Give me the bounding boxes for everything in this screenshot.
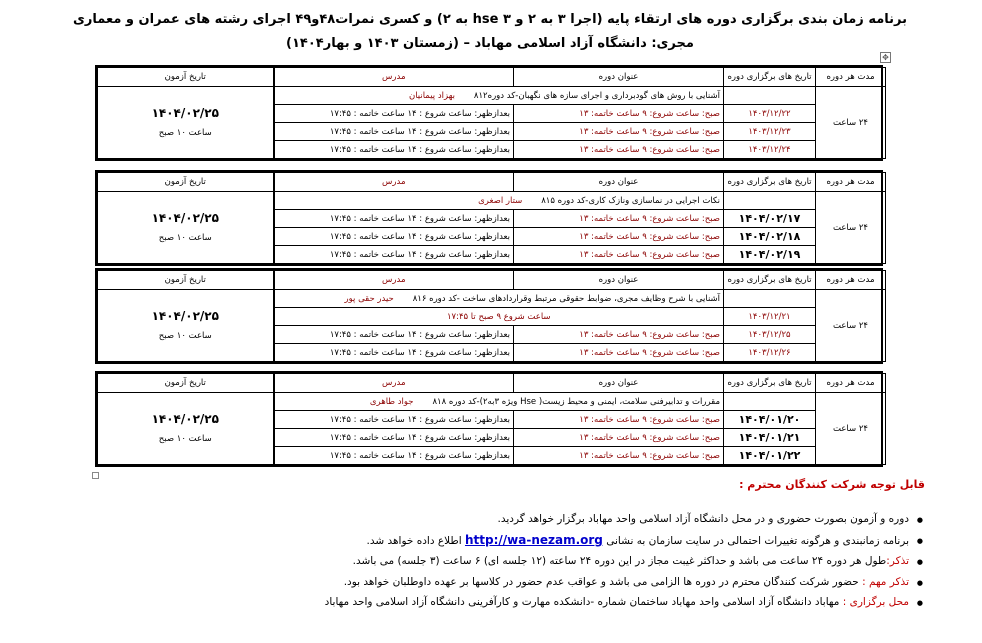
- exam-cell: [98, 192, 274, 264]
- notes-section: [150, 478, 925, 613]
- session-afternoon: بعدازظهر: ساعت شروع : ۱۴ ساعت خاتمه : ۱۷:۴۵: [274, 344, 514, 362]
- exam-cell: [98, 290, 274, 362]
- session-morning: صبح: ساعت شروع: ۹ ساعت خاتمه: ۱۳: [514, 105, 724, 123]
- course-title-cell: [274, 393, 724, 411]
- col-dates-header: تاریخ های برگزاری دوره: [724, 173, 816, 192]
- col-dates-header: تاریخ های برگزاری دوره: [724, 271, 816, 290]
- course-title-row: [98, 192, 886, 210]
- page-subtitle: مجری: دانشگاه آزاد اسلامی مهاباد – (زمستان ۱۴۰۳ و بهار۱۴۰۴): [286, 36, 694, 51]
- note-text: دوره و آزمون بصورت حضوری و در محل دانشگاه آزاد اسلامی واحد مهاباد برگزار خواهد گردید.: [497, 513, 909, 525]
- course-duration: ۲۴ ساعت: [816, 393, 886, 465]
- exam-date: ۱۴۰۴/۰۲/۲۵: [151, 210, 219, 225]
- col-duration-header: مدت هر دوره: [816, 173, 886, 192]
- col-teacher-header: مدرس: [274, 374, 514, 393]
- session-date: ۱۴۰۴/۰۲/۱۸: [724, 228, 816, 246]
- course-duration: ۲۴ ساعت: [816, 290, 886, 362]
- table-resize-handle[interactable]: [92, 472, 99, 479]
- session-morning: صبح: ساعت شروع: ۹ ساعت خاتمه: ۱۳: [514, 344, 724, 362]
- note-text: طول هر دوره ۲۴ ساعت می باشد و حداکثر غیبت مجاز در این دوره ۲۴ ساعته (۱۲ جلسه ای) ۶ ساعت (۳ جلسه) می باشد.: [352, 555, 887, 567]
- session-date: ۱۴۰۴/۰۱/۲۱: [724, 429, 816, 447]
- note-item: [150, 530, 909, 552]
- course-title-row: [98, 393, 886, 411]
- course-title: آشنایی با روش های گودبرداری و اجرای سازه های نگهبان-کد دوره۸۱۲: [473, 90, 720, 101]
- session-morning: صبح: ساعت شروع: ۹ ساعت خاتمه: ۱۳: [514, 429, 724, 447]
- note-text: حضور شرکت کنندگان محترم در دوره ها الزامی می باشد و عواقب عدم حضور در کلاسها بر عهده داوطلبان خواهد بود.: [343, 575, 859, 588]
- note-item: [150, 551, 909, 572]
- col-duration-header: مدت هر دوره: [816, 374, 886, 393]
- header-row: [98, 374, 886, 393]
- session-morning: صبح: ساعت شروع: ۹ ساعت خاتمه: ۱۳: [514, 246, 724, 264]
- note-item: [150, 592, 909, 613]
- header-row: [98, 68, 886, 87]
- note-label: تذکر:: [886, 555, 909, 567]
- session-date: ۱۴۰۳/۱۲/۲۶: [724, 344, 816, 362]
- session-afternoon: بعدازظهر: ساعت شروع : ۱۴ ساعت خاتمه : ۱۷:۴۵: [274, 228, 514, 246]
- schedule-table: [97, 373, 886, 465]
- session-afternoon: بعدازظهر: ساعت شروع : ۱۴ ساعت خاتمه : ۱۷:۴۵: [274, 105, 514, 123]
- course-block: [95, 268, 883, 364]
- course-block: [95, 371, 883, 467]
- col-dates-header: تاریخ های برگزاری دوره: [724, 374, 816, 393]
- session-afternoon: بعدازظهر: ساعت شروع : ۱۴ ساعت خاتمه : ۱۷:۴۵: [274, 123, 514, 141]
- header-row: [98, 271, 886, 290]
- col-duration-header: مدت هر دوره: [816, 68, 886, 87]
- col-course-header: عنوان دوره: [514, 173, 724, 192]
- session-afternoon: بعدازظهر: ساعت شروع : ۱۴ ساعت خاتمه : ۱۷:۴۵: [274, 210, 514, 228]
- date-cell-empty: [724, 393, 816, 411]
- session-morning: صبح: ساعت شروع: ۹ ساعت خاتمه: ۱۳: [514, 326, 724, 344]
- session-date: ۱۴۰۴/۰۲/۱۹: [724, 246, 816, 264]
- notes-list: [150, 509, 925, 613]
- date-cell-empty: [724, 192, 816, 210]
- exam-time: ساعت ۱۰ صبح: [158, 330, 212, 341]
- note-label: تذکر مهم :: [862, 575, 909, 588]
- session-full-day: ساعت شروع ۹ صبح تا ۱۷:۴۵: [274, 308, 724, 326]
- session-afternoon: بعدازظهر: ساعت شروع : ۱۴ ساعت خاتمه : ۱۷:۴۵: [274, 447, 514, 465]
- date-cell-empty: [724, 290, 816, 308]
- schedule-table: [97, 172, 886, 264]
- note-text: اطلاع داده خواهد شد.: [366, 534, 462, 547]
- course-title-row: [98, 290, 886, 308]
- website-link[interactable]: http://wa-nezam.org: [464, 532, 603, 547]
- course-title: نکات اجرایی در نماسازی ونازک کاری-کد دوره ۸۱۵: [541, 195, 720, 206]
- col-course-header: عنوان دوره: [514, 374, 724, 393]
- session-date: ۱۴۰۳/۱۲/۲۳: [724, 123, 816, 141]
- session-date: ۱۴۰۴/۰۱/۲۲: [724, 447, 816, 465]
- exam-time: ساعت ۱۰ صبح: [158, 127, 212, 138]
- teacher-name: بهزاد پیمانیان: [408, 90, 455, 101]
- exam-date: ۱۴۰۴/۰۲/۲۵: [151, 411, 219, 426]
- table-move-handle-icon[interactable]: ✥: [880, 52, 891, 63]
- session-date: ۱۴۰۳/۱۲/۲۴: [724, 141, 816, 159]
- date-cell-empty: [724, 87, 816, 105]
- session-date: ۱۴۰۳/۱۲/۲۱: [724, 308, 816, 326]
- session-date: ۱۴۰۴/۰۲/۱۷: [724, 210, 816, 228]
- session-afternoon: بعدازظهر: ساعت شروع : ۱۴ ساعت خاتمه : ۱۷:۴۵: [274, 326, 514, 344]
- col-course-header: عنوان دوره: [514, 271, 724, 290]
- course-duration: ۲۴ ساعت: [816, 87, 886, 159]
- session-morning: صبح: ساعت شروع: ۹ ساعت خاتمه: ۱۳: [514, 210, 724, 228]
- course-block: [95, 65, 883, 161]
- exam-time: ساعت ۱۰ صبح: [158, 232, 212, 243]
- notes-title: قابل توجه شرکت کنندگان محترم :: [739, 478, 925, 491]
- note-item: [150, 572, 909, 593]
- course-duration: ۲۴ ساعت: [816, 192, 886, 264]
- schedule-table: [97, 67, 886, 159]
- col-course-header: عنوان دوره: [514, 68, 724, 87]
- col-teacher-header: مدرس: [274, 173, 514, 192]
- exam-cell: [98, 393, 274, 465]
- session-morning: صبح: ساعت شروع: ۹ ساعت خاتمه: ۱۳: [514, 447, 724, 465]
- col-duration-header: مدت هر دوره: [816, 271, 886, 290]
- course-title: مقررات و تدابیرفنی سلامت، ایمنی و محیط زیست( Hse ویژه ۳به۲)-کد دوره ۸۱۸: [432, 396, 720, 407]
- teacher-name: ستار اصغری: [478, 195, 523, 206]
- session-date: ۱۴۰۳/۱۲/۲۵: [724, 326, 816, 344]
- session-afternoon: بعدازظهر: ساعت شروع : ۱۴ ساعت خاتمه : ۱۷:۴۵: [274, 246, 514, 264]
- teacher-name: جواد طاهری: [369, 396, 414, 407]
- session-morning: صبح: ساعت شروع: ۹ ساعت خاتمه: ۱۳: [514, 141, 724, 159]
- col-teacher-header: مدرس: [274, 271, 514, 290]
- exam-cell: [98, 87, 274, 159]
- exam-time: ساعت ۱۰ صبح: [158, 433, 212, 444]
- session-morning: صبح: ساعت شروع: ۹ ساعت خاتمه: ۱۳: [514, 123, 724, 141]
- course-title-cell: [274, 290, 724, 308]
- page-title: برنامه زمان بندی برگزاری دوره های ارتقاء پایه (اجرا ۳ به ۲ و hse ۳ به ۲) و کسری نمرات۴۸و۴۹ اجرای رشته های عمران و معماری: [73, 12, 907, 27]
- col-exam-header: تاریخ آزمون: [98, 68, 274, 87]
- session-afternoon: بعدازظهر: ساعت شروع : ۱۴ ساعت خاتمه : ۱۷:۴۵: [274, 411, 514, 429]
- col-exam-header: تاریخ آزمون: [98, 271, 274, 290]
- exam-date: ۱۴۰۴/۰۲/۲۵: [151, 105, 219, 120]
- col-exam-header: تاریخ آزمون: [98, 173, 274, 192]
- col-exam-header: تاریخ آزمون: [98, 374, 274, 393]
- session-morning: صبح: ساعت شروع: ۹ ساعت خاتمه: ۱۳: [514, 228, 724, 246]
- course-title: آشنایی با شرح وظایف مجری، ضوابط حقوقی مرتبط وقراردادهای ساخت -کد دوره ۸۱۶: [412, 293, 720, 304]
- col-dates-header: تاریخ های برگزاری دوره: [724, 68, 816, 87]
- session-afternoon: بعدازظهر: ساعت شروع : ۱۴ ساعت خاتمه : ۱۷:۴۵: [274, 141, 514, 159]
- session-date: ۱۴۰۳/۱۲/۲۲: [724, 105, 816, 123]
- session-date: ۱۴۰۴/۰۱/۲۰: [724, 411, 816, 429]
- course-block: [95, 170, 883, 266]
- teacher-name: حیدر حقی پور: [344, 293, 394, 304]
- session-morning: صبح: ساعت شروع: ۹ ساعت خاتمه: ۱۳: [514, 411, 724, 429]
- note-text: مهاباد دانشگاه آزاد اسلامی واحد مهاباد ساختمان شماره -دانشکده مهارت و کارآفرینی دانشگاه آزاد اسلامی واحد مهاباد: [324, 596, 840, 608]
- course-title-row: [98, 87, 886, 105]
- note-label: محل برگزاری :: [842, 596, 909, 608]
- exam-date: ۱۴۰۴/۰۲/۲۵: [151, 308, 219, 323]
- schedule-table: [97, 270, 886, 362]
- note-item: [150, 509, 909, 530]
- session-afternoon: بعدازظهر: ساعت شروع : ۱۴ ساعت خاتمه : ۱۷:۴۵: [274, 429, 514, 447]
- course-title-cell: [274, 87, 724, 105]
- col-teacher-header: مدرس: [274, 68, 514, 87]
- course-title-cell: [274, 192, 724, 210]
- note-text: برنامه زمانبندی و هرگونه تغییرات احتمالی در سایت سازمان به نشانی: [606, 534, 909, 547]
- header-row: [98, 173, 886, 192]
